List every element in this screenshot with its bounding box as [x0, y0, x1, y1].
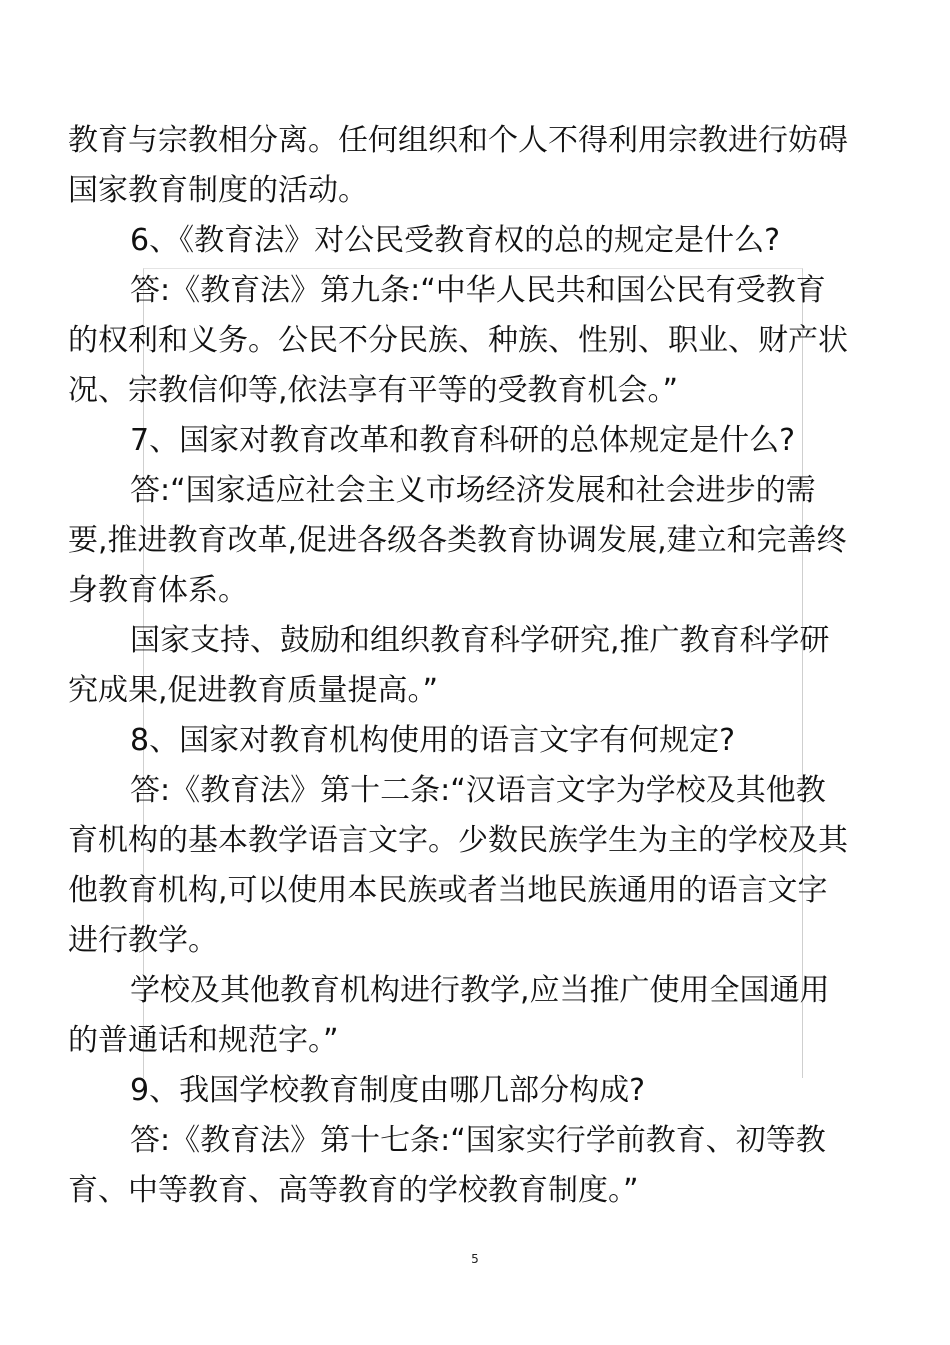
question-7: 7、国家对教育改革和教育科研的总体规定是什么? [130, 423, 796, 458]
document-body [68, 116, 848, 1216]
question-8: 8、国家对教育机构使用的语言文字有何规定? [130, 723, 736, 758]
answer-8-part-2: 学校及其他教育机构进行教学,应当推广使用全国通用的普通话和规范字。” [68, 973, 830, 1058]
answer-7-part-2: 国家支持、鼓励和组织教育科学研究,推广教育科学研究成果,促进教育质量提高。” [68, 623, 830, 708]
answer-7-part-1: 答:“国家适应社会主义市场经济发展和社会进步的需要,推进教育改革,促进各级各类教育协调发展,建立和完善终身教育体系。 [68, 473, 847, 608]
question-9: 9、我国学校教育制度由哪几部分构成? [130, 1073, 646, 1108]
question-6: 6、《教育法》对公民受教育权的总的规定是什么? [130, 223, 781, 258]
answer-9: 答:《教育法》第十七条:“国家实行学前教育、初等教育、中等教育、高等教育的学校教育制度。” [68, 1123, 826, 1208]
answer-8-part-1: 答:《教育法》第十二条:“汉语言文字为学校及其他教育机构的基本教学语言文字。少数民族学生为主的学校及其他教育机构,可以使用本民族或者当地民族通用的语言文字进行教学。 [68, 773, 848, 958]
page-number: 5 [471, 1252, 479, 1266]
paragraph-religion-separation: 教育与宗教相分离。任何组织和个人不得利用宗教进行妨碍国家教育制度的活动。 [68, 123, 848, 208]
answer-6: 答:《教育法》第九条:“中华人民共和国公民有受教育的权利和义务。公民不分民族、种族、性别、职业、财产状况、宗教信仰等,依法享有平等的受教育机会。” [68, 273, 848, 408]
